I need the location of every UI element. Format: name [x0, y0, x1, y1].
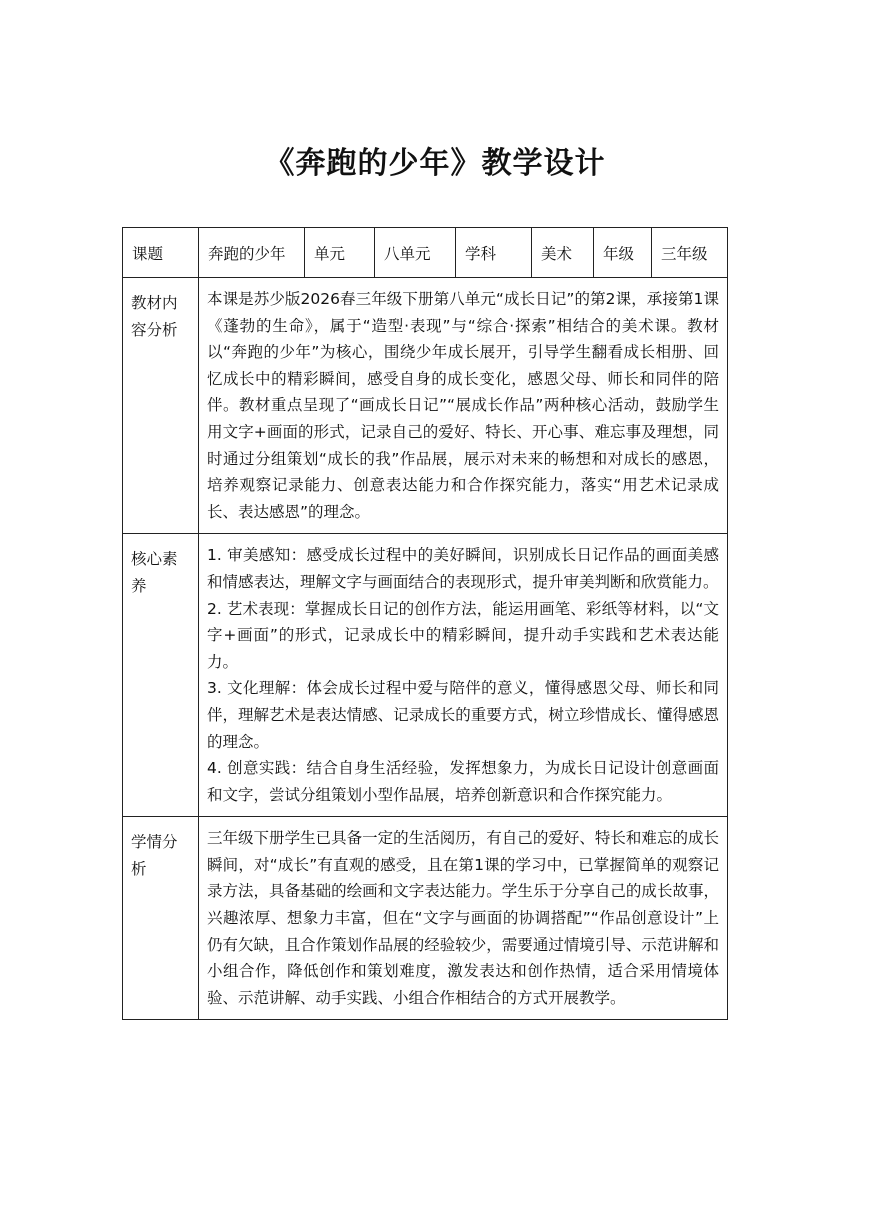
topic-value: 奔跑的少年 [199, 228, 305, 278]
subject-value: 美术 [532, 228, 594, 278]
paragraph: 3. 文化理解：体会成长过程中爱与陪伴的意义，懂得感恩父母、师长和同伴，理解艺术是表达情感、记录成长的重要方式，树立珍惜成长、懂得感恩的理念。 [207, 679, 719, 751]
section-label: 学情分析 [131, 833, 178, 879]
section-body-cell [199, 817, 728, 1020]
lesson-plan-table [122, 227, 728, 1020]
section-body [207, 278, 719, 533]
paragraph: 1. 审美感知：感受成长过程中的美好瞬间，识别成长日记作品的画面美感和情感表达，理解文字与画面结合的表现形式，提升审美判断和欣赏能力。 [207, 546, 719, 591]
paragraph: 本课是苏少版2026春三年级下册第八单元“成长日记”的第2课，承接第1课《蓬勃的生命》，属于“造型·表现”与“综合·探索”相结合的美术课。教材以“奔跑的少年”为核心，围绕少年成长展开，引导学生翻看成长相册、回忆成长中的精彩瞬间，感受自身的成长变化，感恩父母、师长和同伴的陪伴。教材重点呈现了“画成长日记”“展成长作品”两种核心活动，鼓励学生用文字+画面的形式，记录自己的爱好、特长、开心事、难忘事及理想，同时通过分组策划“成长的我”作品展，展示对未来的畅想和对成长的感恩，培养观察记录能力、创意表达能力和合作探究能力，落实“用艺术记录成长、表达感恩”的理念。 [207, 290, 719, 521]
section-body [207, 817, 719, 1019]
material-analysis-row [123, 278, 728, 534]
section-label-cell [123, 278, 199, 534]
paragraph: 4. 创意实践：结合自身生活经验，发挥想象力，为成长日记设计创意画面和文字，尝试分组策划小型作品展，培养创新意识和合作探究能力。 [207, 759, 719, 804]
section-label: 教材内容分析 [131, 294, 178, 339]
section-label: 核心素养 [131, 550, 178, 596]
section-label-cell [123, 534, 199, 817]
topic-label: 课题 [123, 228, 199, 278]
section-body [207, 534, 719, 816]
core-literacy-row [123, 534, 728, 817]
subject-label: 学科 [456, 228, 532, 278]
section-label-cell [123, 817, 199, 1020]
section-body-cell [199, 278, 728, 534]
paragraph: 三年级下册学生已具备一定的生活阅历，有自己的爱好、特长和难忘的成长瞬间，对“成长”有直观的感受，且在第1课的学习中，已掌握简单的观察记录方法，具备基础的绘画和文字表达能力。学生乐于分享自己的成长故事，兴趣浓厚、想象力丰富，但在“文字与画面的协调搭配”“作品创意设计”上仍有欠缺，且合作策划作品展的经验较少，需要通过情境引导、示范讲解和小组合作，降低创作和策划难度，激发表达和创作热情，适合采用情境体验、示范讲解、动手实践、小组合作相结合的方式开展教学。 [207, 829, 719, 1007]
document-title: 《奔跑的少年》教学设计 [264, 146, 606, 181]
grade-label: 年级 [594, 228, 652, 278]
unit-label: 单元 [305, 228, 375, 278]
learner-analysis-row [123, 817, 728, 1020]
unit-value: 八单元 [375, 228, 456, 278]
section-body-cell [199, 534, 728, 817]
header-row [123, 228, 728, 278]
grade-value: 三年级 [652, 228, 728, 278]
paragraph: 2. 艺术表现：掌握成长日记的创作方法，能运用画笔、彩纸等材料，以“文字+画面”的形式，记录成长中的精彩瞬间，提升动手实践和艺术表达能力。 [207, 599, 719, 671]
